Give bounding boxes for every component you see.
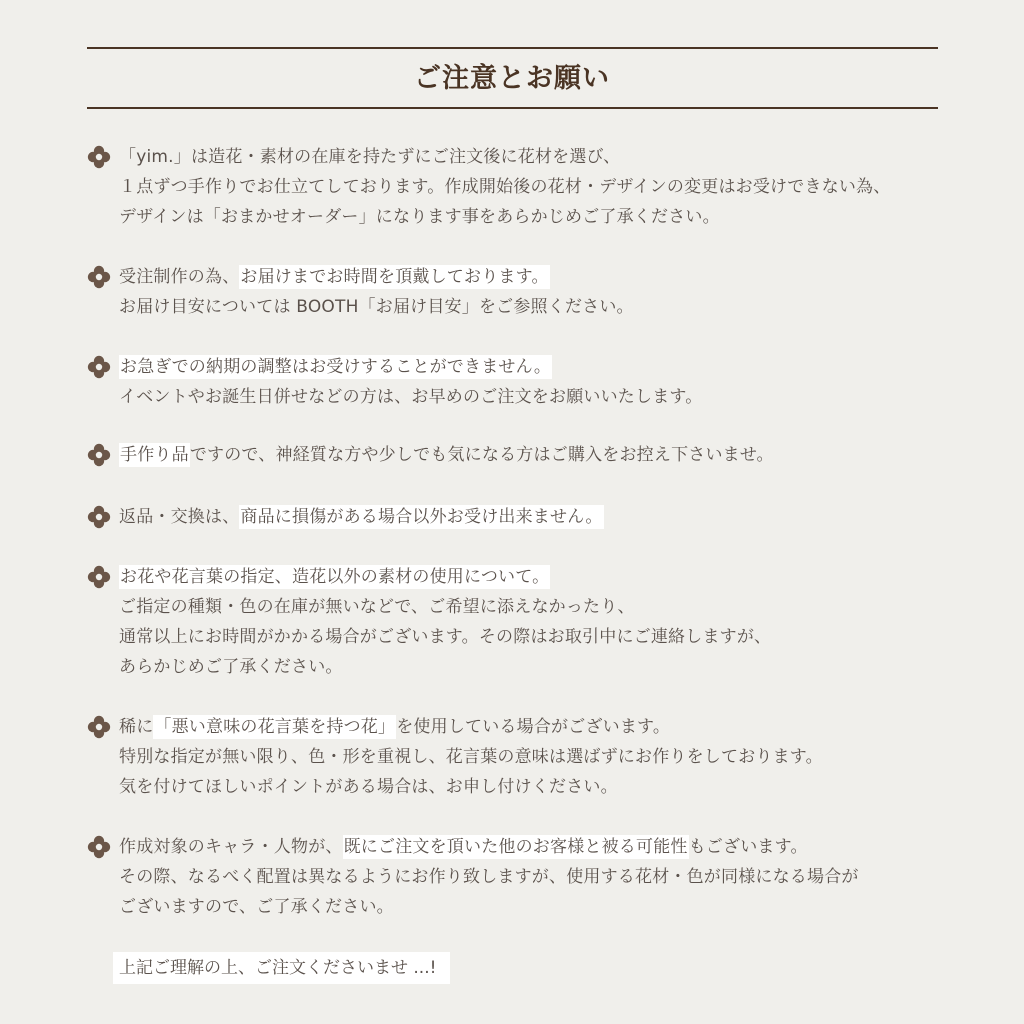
notice-text: ございますので、ご了承ください。: [119, 897, 394, 917]
notice-text: ご指定の種類・色の在庫が無いなどで、ご希望に添えなかったり、: [119, 597, 635, 617]
notice-line: [119, 172, 890, 202]
notice-line: [119, 502, 604, 532]
notice-text: 受注制作の為、: [119, 267, 240, 287]
highlighted-text: お急ぎでの納期の調整はお受けすることができません。: [120, 357, 552, 377]
notice-text: ですので、神経質な方や少しでも気になる方はご購入をお控え下さいませ。: [189, 445, 774, 465]
notice-line: [119, 440, 774, 470]
notice-line: [119, 652, 343, 682]
flower-icon: [87, 355, 111, 379]
notice-line: [119, 772, 618, 802]
bottom-rule: [87, 107, 938, 109]
notice-text: 気を付けてほしいポイントがある場合は、お申し付けください。: [119, 777, 618, 797]
notice-line: [119, 622, 771, 652]
flower-icon: [87, 505, 111, 529]
notice-text: １点ずつ手作りでお仕立てしております。作成開始後の花材・デザインの変更はお受けできない為、: [119, 177, 891, 197]
highlighted-text: お花や花言葉の指定、造花以外の素材の使用について。: [120, 567, 550, 587]
notice-text: あらかじめご了承ください。: [119, 657, 343, 677]
notice-line: [119, 712, 670, 742]
notice-text: 「yim.」は造花・素材の在庫を持たずにご注文後に花材を選び、: [119, 147, 621, 167]
notice-line: [119, 592, 635, 622]
notice-line: [119, 262, 550, 292]
notice-text: 稀に: [119, 717, 154, 737]
notice-text: その際、なるべく配置は異なるようにお作り致しますが、使用する花材・色が同様になる場合が: [119, 867, 859, 887]
notice-text: 返品・交換は、: [119, 507, 240, 527]
notice-line: [119, 562, 550, 592]
notice-line: [119, 352, 552, 382]
flower-icon: [87, 443, 111, 467]
flower-icon: [87, 145, 111, 169]
highlighted-text: 既にご注文を頂いた他のお客様と被る可能性: [343, 837, 688, 857]
top-rule: [87, 47, 938, 49]
flower-icon: [87, 565, 111, 589]
notice-text: お届け目安については BOOTH「お届け目安」をご参照ください。: [119, 297, 634, 317]
notice-text: 特別な指定が無い限り、色・形を重視し、花言葉の意味は選ばずにお作りをしております。: [119, 747, 823, 767]
notice-line: [119, 382, 702, 412]
highlighted-text: お届けまでお時間を頂戴しております。: [240, 267, 549, 287]
notice-line: [119, 142, 620, 172]
notice-line: [119, 742, 823, 772]
page-title: ご注意とお願い: [414, 63, 610, 94]
notice-line: [119, 862, 859, 892]
flower-icon: [87, 265, 111, 289]
notice-line: [119, 832, 808, 862]
closing-message: 上記ご理解の上、ご注文くださいませ ...!: [113, 952, 450, 984]
highlighted-text: 商品に損傷がある場合以外お受け出来ません。: [240, 507, 603, 527]
notice-text: を使用している場合がございます。: [396, 717, 671, 737]
notice-line: [119, 202, 720, 232]
notice-text: イベントやお誕生日併せなどの方は、お早めのご注文をお願いいたします。: [119, 387, 703, 407]
notice-text: もございます。: [688, 837, 808, 857]
highlighted-text: 「悪い意味の花言葉を持つ花」: [154, 717, 396, 737]
notice-line: [119, 892, 394, 922]
flower-icon: [87, 715, 111, 739]
notice-text: 作成対象のキャラ・人物が、: [119, 837, 343, 857]
flower-icon: [87, 835, 111, 859]
notice-line: [119, 292, 634, 322]
notice-text: 通常以上にお時間がかかる場合がございます。その際はお取引中にご連絡しますが、: [119, 627, 772, 647]
highlighted-text: 手作り品: [120, 445, 189, 465]
notice-text: デザインは「おまかせオーダー」になります事をあらかじめご了承ください。: [119, 207, 720, 227]
